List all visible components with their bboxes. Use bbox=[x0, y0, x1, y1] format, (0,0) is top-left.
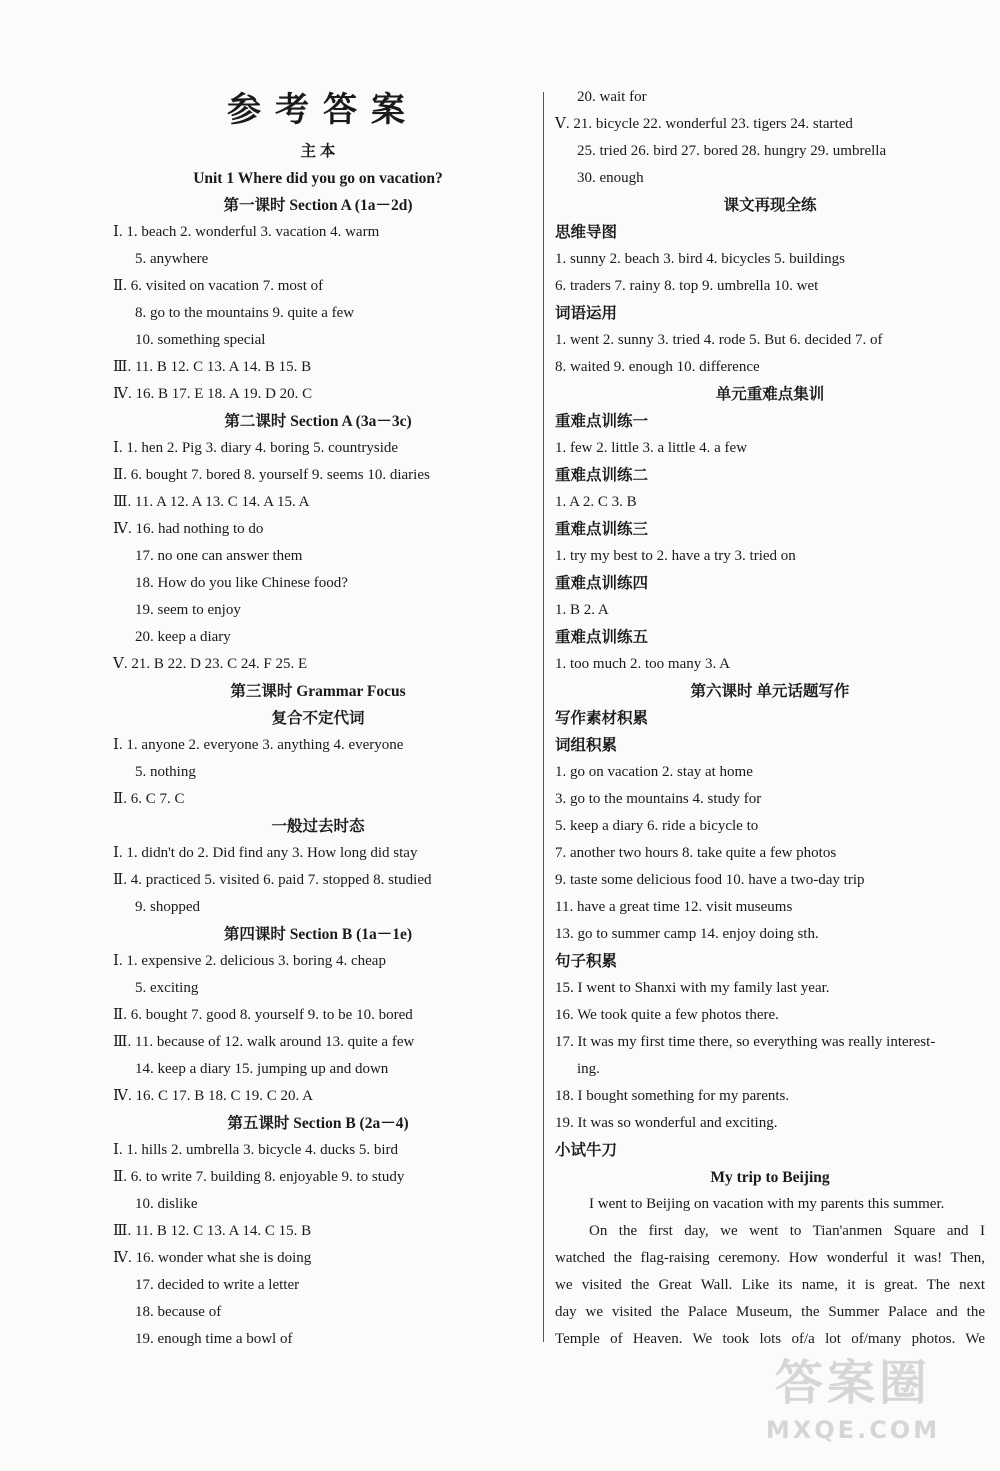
right-line: 5. keep a diary 6. ride a bicycle to bbox=[555, 818, 759, 834]
left-line: Ⅲ. 11. because of 12. walk around 13. quite a few bbox=[113, 1034, 415, 1050]
left-line: Ⅲ. 11. B 12. C 13. A 14. C 15. B bbox=[113, 1223, 312, 1239]
column-divider bbox=[543, 92, 544, 1342]
right-line: 8. waited 9. enough 10. difference bbox=[555, 359, 760, 375]
left-line: 17. no one can answer them bbox=[135, 548, 303, 564]
left-line: Ⅳ. 16. C 17. B 18. C 19. C 20. A bbox=[113, 1088, 314, 1104]
left-line: 第二课时 Section A (3a－3c) bbox=[224, 413, 412, 430]
right-line: 重难点训练四 bbox=[555, 575, 649, 592]
left-line: Ⅱ. 6. bought 7. bored 8. yourself 9. seems 10. diaries bbox=[113, 467, 430, 483]
left-line: 14. keep a diary 15. jumping up and down bbox=[135, 1061, 389, 1077]
right-line: 19. It was so wonderful and exciting. bbox=[555, 1115, 778, 1131]
right-line: 小试牛刀 bbox=[555, 1142, 618, 1159]
right-line: watched the flag-raising ceremony. How wonderful it was! Then, bbox=[555, 1250, 985, 1266]
right-line: 单元重难点集训 bbox=[715, 386, 825, 403]
right-line: 重难点训练三 bbox=[555, 521, 649, 538]
right-line: 1. few 2. little 3. a little 4. a few bbox=[555, 440, 748, 456]
right-line: 句子积累 bbox=[555, 953, 618, 970]
right-column bbox=[555, 84, 985, 1353]
right-line: 18. I bought something for my parents. bbox=[555, 1088, 790, 1104]
left-line: Ⅲ. 11. A 12. A 13. C 14. A 15. A bbox=[113, 494, 310, 510]
left-line: Ⅱ. 6. C 7. C bbox=[113, 791, 185, 807]
left-line: 8. go to the mountains 9. quite a few bbox=[135, 305, 355, 321]
left-line: 10. dislike bbox=[135, 1196, 198, 1212]
left-line: 复合不定代词 bbox=[271, 710, 365, 727]
right-line: My trip to Beijing bbox=[710, 1169, 830, 1186]
right-line: 25. tried 26. bird 27. bored 28. hungry 29. umbrella bbox=[577, 143, 887, 159]
right-line: 17. It was my first time there, so everything was really interest- bbox=[555, 1034, 936, 1050]
right-line: 重难点训练五 bbox=[555, 629, 649, 646]
right-line: 1. sunny 2. beach 3. bird 4. bicycles 5. buildings bbox=[555, 251, 845, 267]
right-line: 重难点训练二 bbox=[555, 467, 649, 484]
left-line: 10. something special bbox=[135, 332, 266, 348]
left-line: 5. nothing bbox=[135, 764, 196, 780]
left-line: Ⅳ. 16. had nothing to do bbox=[113, 521, 264, 537]
right-line: 13. go to summer camp 14. enjoy doing sth. bbox=[555, 926, 819, 942]
right-line: 词语运用 bbox=[555, 305, 618, 322]
right-line: I went to Beijing on vacation with my parents this summer. bbox=[589, 1196, 945, 1212]
left-line: 20. keep a diary bbox=[135, 629, 231, 645]
left-line: 第一课时 Section A (1a－2d) bbox=[223, 197, 413, 214]
left-line: 17. decided to write a letter bbox=[135, 1277, 300, 1293]
right-line: 第六课时 单元话题写作 bbox=[690, 683, 850, 700]
right-line: 写作素材积累 bbox=[555, 710, 649, 727]
watermark-text: 答案圈 bbox=[774, 1355, 931, 1411]
left-line: 19. seem to enjoy bbox=[135, 602, 241, 618]
left-line: Ⅳ. 16. B 17. E 18. A 19. D 20. C bbox=[113, 386, 313, 402]
right-line: 3. go to the mountains 4. study for bbox=[555, 791, 762, 807]
right-line: 16. We took quite a few photos there. bbox=[555, 1007, 779, 1023]
left-line: Ⅰ. 1. hen 2. Pig 3. diary 4. boring 5. countryside bbox=[113, 440, 399, 456]
right-line: 9. taste some delicious food 10. have a two-day trip bbox=[555, 872, 865, 888]
left-line: 一般过去时态 bbox=[271, 818, 365, 835]
left-line: 18. because of bbox=[135, 1304, 222, 1320]
right-line: 7. another two hours 8. take quite a few photos bbox=[555, 845, 837, 861]
right-line: 重难点训练一 bbox=[555, 413, 649, 430]
right-answer-lines bbox=[555, 84, 985, 1353]
left-line: Ⅰ. 1. hills 2. umbrella 3. bicycle 4. ducks 5. bird bbox=[113, 1142, 399, 1158]
right-line: 11. have a great time 12. visit museums bbox=[555, 899, 793, 915]
page-title: 参考答案 bbox=[227, 92, 419, 129]
left-line: 第四课时 Section B (1a－1e) bbox=[223, 926, 413, 943]
left-line: 第五课时 Section B (2a－4) bbox=[227, 1115, 409, 1132]
left-line: Ⅰ. 1. expensive 2. delicious 3. boring 4. cheap bbox=[113, 953, 386, 969]
right-line: day we visited the Palace Museum, the Summer Palace and the bbox=[555, 1304, 985, 1320]
left-line: 18. How do you like Chinese food? bbox=[135, 575, 348, 591]
right-line: 20. wait for bbox=[577, 89, 647, 105]
left-line: 19. enough time a bowl of bbox=[135, 1331, 293, 1347]
right-line: 词组积累 bbox=[555, 737, 618, 754]
left-answer-lines bbox=[113, 192, 523, 1353]
left-line: Ⅱ. 6. to write 7. building 8. enjoyable 9. to study bbox=[113, 1169, 405, 1185]
right-line: 15. I went to Shanxi with my family last year. bbox=[555, 980, 830, 996]
left-line: 9. shopped bbox=[135, 899, 200, 915]
right-line: 1. go on vacation 2. stay at home bbox=[555, 764, 753, 780]
left-line: Ⅱ. 4. practiced 5. visited 6. paid 7. stopped 8. studied bbox=[113, 872, 432, 888]
left-line: Ⅲ. 11. B 12. C 13. A 14. B 15. B bbox=[113, 359, 312, 375]
left-line: Ⅰ. 1. didn't do 2. Did find any 3. How long did stay bbox=[113, 845, 418, 861]
left-line: Ⅰ. 1. anyone 2. everyone 3. anything 4. everyone bbox=[113, 737, 404, 753]
left-line: Ⅱ. 6. visited on vacation 7. most of bbox=[113, 278, 324, 294]
watermark-url: MXQE.COM bbox=[765, 1416, 941, 1444]
right-line: 1. too much 2. too many 3. A bbox=[555, 656, 730, 672]
right-line: 6. traders 7. rainy 8. top 9. umbrella 10. wet bbox=[555, 278, 819, 294]
right-line: 1. A 2. C 3. B bbox=[555, 494, 637, 510]
left-line: Ⅰ. 1. beach 2. wonderful 3. vacation 4. warm bbox=[113, 224, 380, 240]
left-line: 5. anywhere bbox=[135, 251, 209, 267]
right-line: Ⅴ. 21. bicycle 22. wonderful 23. tigers 24. started bbox=[555, 116, 853, 132]
right-line: 1. B 2. A bbox=[555, 602, 609, 618]
left-line: Ⅴ. 21. B 22. D 23. C 24. F 25. E bbox=[113, 656, 308, 672]
right-line: 思维导图 bbox=[555, 224, 618, 241]
right-line: 课文再现全练 bbox=[723, 197, 817, 214]
left-line: Ⅱ. 6. bought 7. good 8. yourself 9. to be 10. bored bbox=[113, 1007, 413, 1023]
left-line: 5. exciting bbox=[135, 980, 199, 996]
watermark-logo bbox=[728, 1351, 978, 1461]
subtitle: 主 本 bbox=[300, 143, 336, 160]
right-line: Temple of Heaven. We took lots of/a lot of/many photos. We bbox=[555, 1331, 985, 1347]
left-column bbox=[113, 84, 523, 1353]
right-line: 30. enough bbox=[577, 170, 644, 186]
right-line: On the first day, we went to Tian'anmen Square and I bbox=[589, 1223, 985, 1239]
right-line: 1. try my best to 2. have a try 3. tried on bbox=[555, 548, 796, 564]
left-line: Ⅳ. 16. wonder what she is doing bbox=[113, 1250, 312, 1266]
unit-title: Unit 1 Where did you go on vacation? bbox=[193, 170, 443, 187]
left-line: 第三课时 Grammar Focus bbox=[230, 683, 406, 700]
right-line: 1. went 2. sunny 3. tried 4. rode 5. But 6. decided 7. of bbox=[555, 332, 883, 348]
right-line: we visited the Great Wall. Like its name, it is great. The next bbox=[555, 1277, 985, 1293]
right-line: ing. bbox=[577, 1061, 600, 1077]
